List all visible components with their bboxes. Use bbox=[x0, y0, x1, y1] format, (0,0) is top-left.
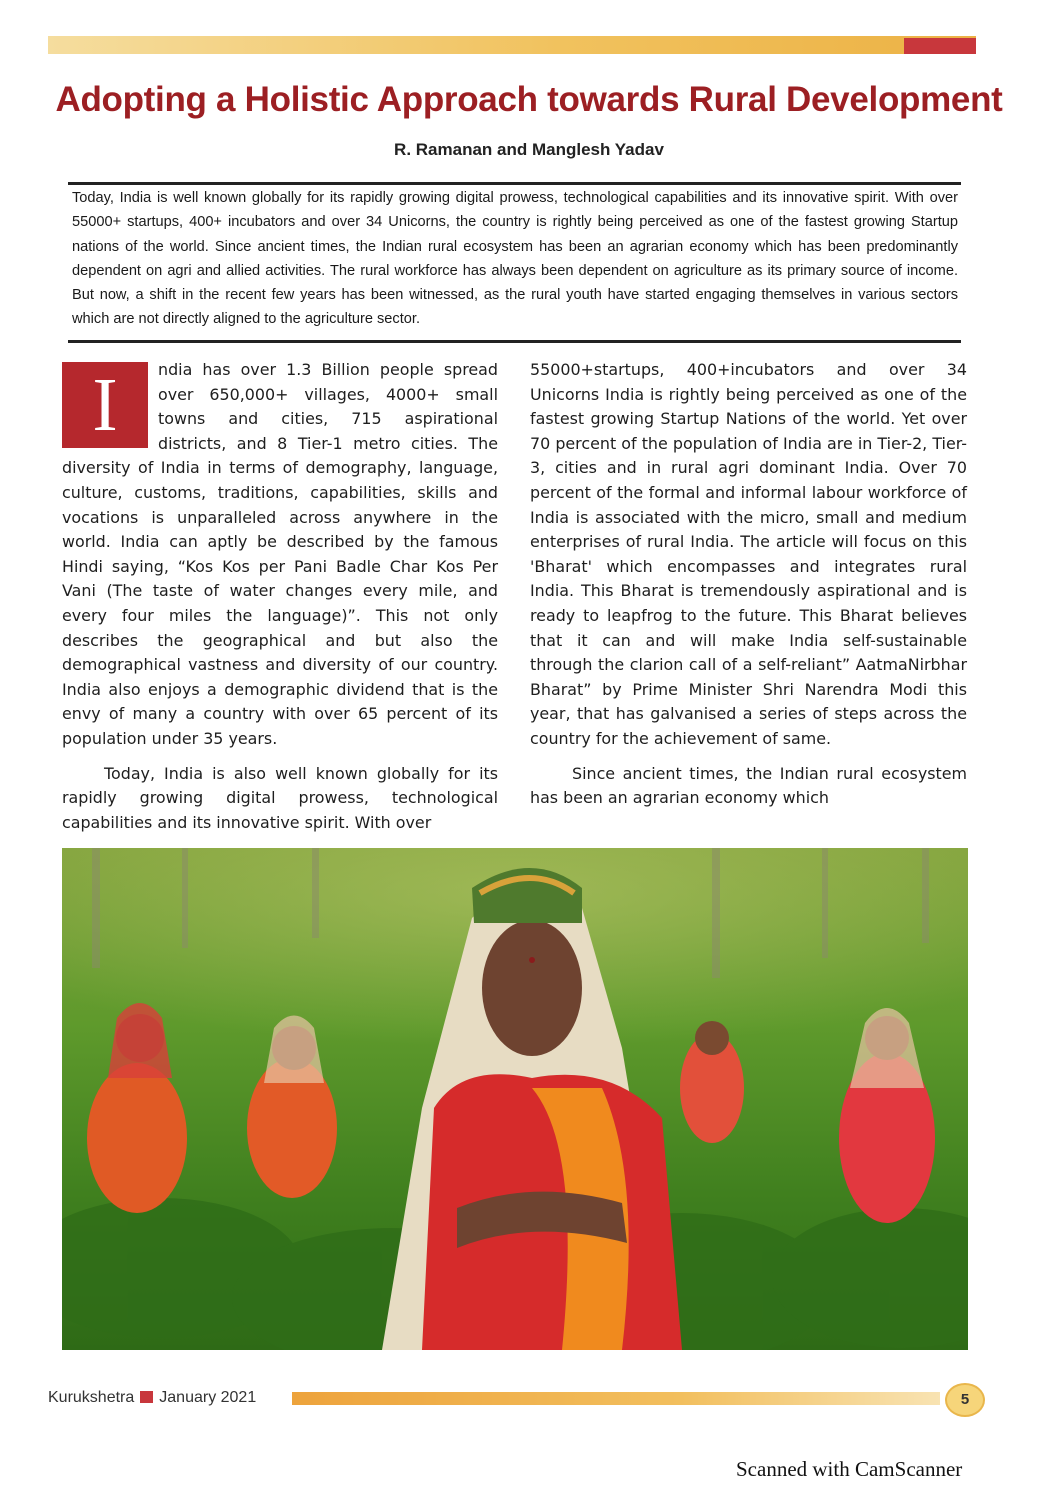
footer-decorative-bar bbox=[292, 1392, 940, 1405]
article-abstract: Today, India is well known globally for its rapidly growing digital prowess, technological capabilities and its innovative spirit. With over 55000+ startups, 400+ incubators and over 34 Unicorns, the country is rightly being perceived as one of the fastest growing Startup nations of the world. Since ancient times, the Indian rural ecosystem has been an agrarian economy which has been predominantly dependent on agri and allied activities. The rural workforce has always been dependent on agriculture as its primary source of income. But now, a shift in the recent few years has been witnessed, as the rural youth have started engaging themselves in various sectors which are not directly aligned to the agriculture sector. bbox=[72, 190, 958, 328]
abstract-bottom-rule bbox=[68, 340, 961, 343]
issue-date: January 2021 bbox=[159, 1389, 257, 1406]
right-paragraph-2: Since ancient times, the Indian rural ecosystem has been an agrarian economy which bbox=[530, 763, 967, 808]
drop-cap bbox=[62, 362, 148, 448]
footer-square-icon bbox=[140, 1391, 153, 1403]
left-paragraph-1 bbox=[62, 358, 498, 752]
article-title: Adopting a Holistic Approach towards Rural Development bbox=[55, 80, 1003, 119]
abstract-top-rule bbox=[68, 182, 961, 185]
top-bar-accent bbox=[904, 38, 976, 54]
left-paragraph-2: Today, India is also well known globally for its rapidly growing digital prowess, technological capabilities and its innovative spirit. With over bbox=[62, 763, 498, 832]
right-column bbox=[530, 358, 967, 821]
left-paragraph-1-text: ndia has over 1.3 Billion people spread over 650,000+ villages, 4000+ small towns and cities, 715 aspirational districts, and 8 Tier-1 metro cities. The diversity of India in terms of demography, language, culture, customs, traditions, capabilities, skills and vocations is unparalleled across anywhere in the world. India can aptly be described by the famous Hindi saying, “Kos Kos per Pani Badle Char Kos Per Vani (The taste of water changes every mile, and every four miles the language)”. This not only describes the geographical and but also the demographical vastness and diversity of our country. India also enjoys a demographic dividend that is the envy of many a country with over 65 percent of its population under 35 years. bbox=[62, 360, 498, 748]
left-column bbox=[62, 358, 498, 845]
page-number: 5 bbox=[945, 1383, 985, 1417]
scanner-watermark: Scanned with CamScanner bbox=[736, 1457, 963, 1481]
drop-cap-letter: I bbox=[92, 363, 118, 447]
footer-info bbox=[48, 1389, 256, 1407]
magazine-name: Kurukshetra bbox=[48, 1389, 135, 1406]
photo-illustration bbox=[62, 848, 968, 1350]
tea-plantation-photo bbox=[62, 848, 968, 1350]
right-paragraph-1: 55000+startups, 400+incubators and over 34 Unicorns India is rightly being perceived as one of the fastest growing Startup Nations of the world. Yet over 70 percent of the population of India are in Tier-2, Tier-3, cities and in rural agri dominant India. Over 70 percent of the formal and informal labour workforce of India is associated with the micro, small and medium enterprises of rural India. The article will focus on this 'Bharat' which encompasses and integrates rural India. This Bharat is tremendously aspirational and is ready to leapfrog to the future. This Bharat believes that it can and will make India self-sustainable through the clarion call of a self-reliant” AatmaNirbhar Bharat” by Prime Minister Shri Narendra Modi this year, that has galvanised a series of steps across the country for the achievement of same. bbox=[530, 360, 967, 748]
top-decorative-bar bbox=[48, 36, 976, 54]
article-authors: R. Ramanan and Manglesh Yadav bbox=[394, 140, 664, 159]
